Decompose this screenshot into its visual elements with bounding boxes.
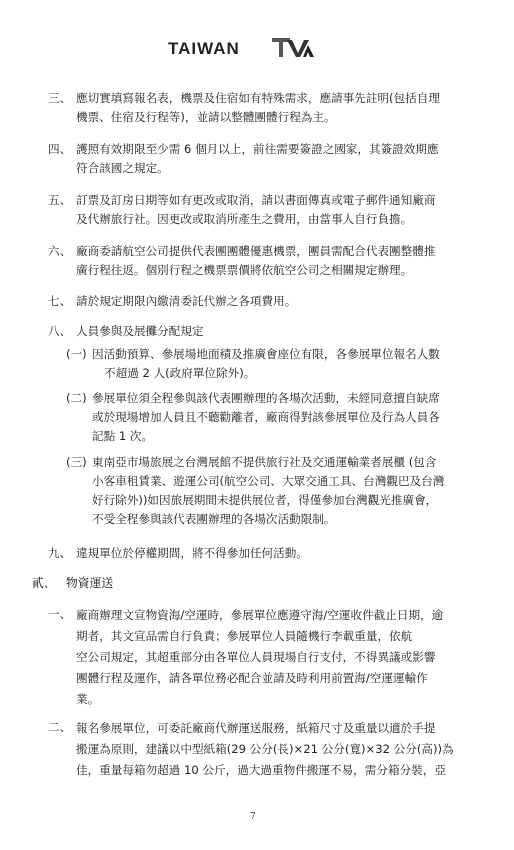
text-line: 團體行程及運作，請各單位務必配合並請及時利用前置海/空運運輸作 [76,671,428,685]
text-line: 小客車租賃業、遊運公司(航空公司、大眾交通工具、台灣觀巴及台灣 [92,474,445,488]
text-line: 記點 1 次。 [92,429,154,443]
item-number: 五、 [48,193,72,207]
sub-item-text [92,345,440,383]
item-number: 四、 [48,142,72,156]
sub-item-text [92,453,444,529]
text-line: 及代辦旅行社。因更改或取消所產生之費用，由當事人自行負擔。 [76,212,413,226]
text-line: 廠商委請航空公司提供代表團團體優惠機票，團員需配合代表團整體推 [76,244,436,258]
text-line: 護照有效期限至少需 6 個月以上，前往需要簽證之國家，其簽證效期應 [76,142,439,156]
item-text [76,89,440,127]
text-line: 請於規定期限內繳清委託代辦之各項費用。 [76,294,297,308]
text-line: 因活動預算、參展場地面積及推廣會座位有限，各參展單位報名人數 [92,347,440,361]
text-line: 或於現場增加人員且不聽勸離者，廠商得對該參展單位及行為人員各 [92,410,440,424]
page-number: 7 [250,812,256,822]
text-line: 應切實填寫報名表，機票及住宿如有特殊需求，應請事先註明(包括自理 [76,91,440,105]
sub-item-number: (一) [66,347,87,361]
item-text [76,242,435,280]
item-number: 九、 [48,546,72,560]
item-number: 六、 [48,244,72,258]
text-line: 違規單位於停權期間，將不得參加任何活動。 [76,546,308,560]
text-line: 訂票及訂房日期等如有更改或取消，請以書面傳真或電子郵件通知廠商 [76,193,436,207]
item-number: 一、 [48,607,72,621]
item-number: 二、 [48,720,72,734]
item-text [76,191,435,229]
text-line: 廠商辦理文宣物資海/空運時，參展單位應遵守海/空運收件截止日期，逾 [76,608,444,622]
item-text [76,322,204,341]
text-line: 人員參與及展攤分配規定 [76,324,204,338]
text-line: 佳，重量每箱勿超過 10 公斤，過大過重物件搬運不易，需分箱分裝，亞 [76,763,446,777]
taiwan-logo: TAIWAN [168,39,240,58]
item-text [76,140,439,178]
section-number: 貳、 [32,576,56,590]
item-number: 三、 [48,91,72,105]
section-title: 物資運送 [66,576,114,590]
text-line: 空公司規定，其超重部分由各單位人員現場自行支付，不得異議或影響 [76,650,436,664]
text-line: 東南亞市場旅展之台灣展館不提供旅行社及交通運輸業者展櫃 (包含 [92,455,437,469]
text-line: 符合該國之規定。 [76,161,169,175]
text-line: 報名參展單位，可委託廠商代辦運送服務，紙箱尺寸及重量以適於手提 [76,721,436,735]
text-line: 不受全程參與該代表團辦理的各場次活動限制。 [92,512,336,526]
item-number: 八、 [48,324,72,338]
text-line: 參展單位須全程參與該代表團辦理的各場次活動，未經同意擅自缺席 [92,391,440,405]
item-number: 七、 [48,294,72,308]
item-text [76,292,296,311]
text-line: 廣行程往返。個別行程之機票票價將依航空公司之相關規定辦理。 [76,263,413,277]
item-text [76,544,308,563]
text-line: 不超過 2 人(政府單位除外)。 [104,366,256,380]
sub-item-number: (三) [66,455,87,469]
text-line: 搬運為原則，建議以中型紙箱(29 公分(長)×21 公分(寬)×32 公分(高))為 [76,742,454,756]
item-text [76,718,454,781]
text-line: 機票、住宿及行程等)，並請以整體團體行程為主。 [76,110,336,124]
item-text [76,605,443,710]
text-line: 好行除外))如因旅展期間未提供展位者，得僅參加台灣觀光推廣會， [92,493,438,507]
sub-item-text [92,389,440,446]
sub-item-number: (二) [66,391,87,405]
text-line: 業。 [76,692,100,706]
text-line: 期者，其文宣品需自行負責；參展單位人員隨機行李載重量，依航 [76,629,413,643]
